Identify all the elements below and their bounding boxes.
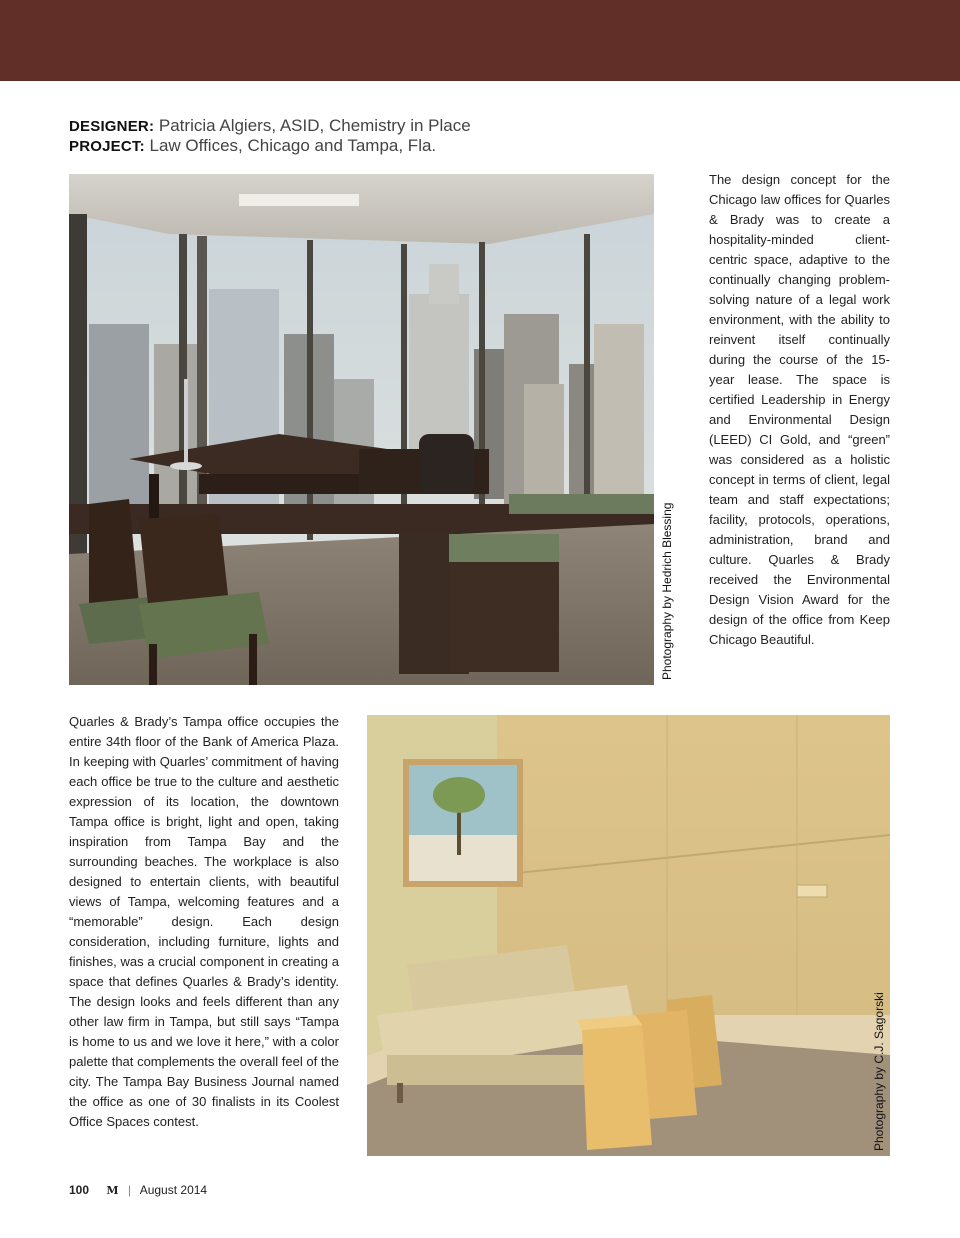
project-line	[69, 136, 436, 157]
magazine-logo: M	[106, 1184, 119, 1197]
photo-credit-1: Photography by Hedrich Blessing	[660, 502, 674, 680]
chicago-description: The design concept for the Chicago law offices for Quarles & Brady was to create a hospitality-minded client-centric space, adaptive to the continually changing problem-solving nature of a legal work environment, with the ability to reinvent itself continually during the course of the 15-year lease. The space is certified Leadership in Energy and Environmental Design (LEED) CI Gold, and “green” was considered as a holistic concept in terms of client, legal team and staff expectations; facility, protocols, operations, administration, brand and culture. Quarles & Brady received the Environmental Design Vision Award for the design of the office from Keep Chicago Beautiful.	[709, 172, 890, 647]
footer-separator: |	[127, 1183, 132, 1197]
tampa-office-photo	[367, 715, 890, 1156]
tampa-description: Quarles & Brady’s Tampa office occupies the entire 34th floor of the Bank of America Plaza. In keeping with Quarles’ commitment of having each office be true to the culture and aesthetic expression of its location, the downtown Tampa office is bright, light and open, taking inspiration from Tampa Bay and the surrounding beaches. The workplace is also designed to entertain clients, with beautiful views of Tampa, welcoming features and a “memorable” design. Each design consideration, including furniture, lights and finishes, was a crucial component in creating a space that defines Quarles & Brady’s identity. The design looks and feels different than any other law firm in Tampa, but still says “Tampa is home to us and we love it here,” with a color palette that complements the overall feel of the city. The Tampa Bay Business Journal named the office as one of 30 finalists in its Coolest Office Spaces contest.	[69, 714, 339, 1129]
designer-name: Patricia Algiers, ASID, Chemistry in Place	[158, 116, 471, 135]
project-label: PROJECT:	[69, 138, 145, 155]
project-name: Law Offices, Chicago and Tampa, Fla.	[149, 136, 437, 155]
page-number: 100	[69, 1183, 90, 1197]
designer-line	[69, 116, 471, 137]
header-band	[0, 0, 960, 81]
issue-date: August 2014	[139, 1183, 208, 1197]
page-footer	[69, 1183, 207, 1197]
designer-label: DESIGNER:	[69, 118, 155, 135]
photo-credit-2: Photography by C.J. Sagorski	[872, 992, 886, 1151]
chicago-office-photo	[69, 174, 654, 685]
